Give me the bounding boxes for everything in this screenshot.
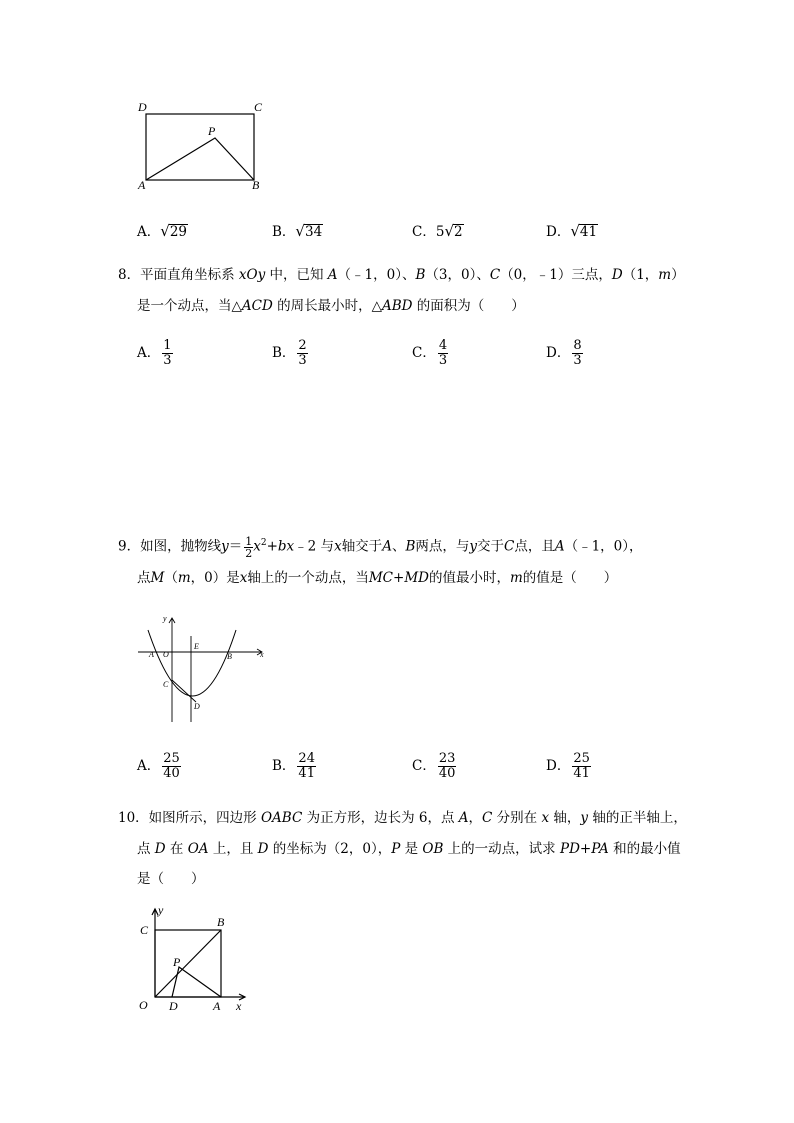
sqrt-icon: √: [570, 222, 580, 240]
label-y: y: [163, 614, 167, 623]
label-E: E: [194, 642, 199, 651]
q9-option-b[interactable]: B． $\frac{24}{41}$: [272, 751, 315, 781]
q9-option-c[interactable]: C． $\frac{23}{40}$: [412, 751, 456, 781]
q8-option-d[interactable]: D． $\frac{8}{3}$: [546, 338, 582, 368]
fraction: $\frac{23}{40}$: [438, 751, 456, 781]
q7-option-d[interactable]: D．√41: [546, 222, 598, 240]
fraction: $\frac{4}{3}$: [438, 338, 448, 368]
label-P: P: [208, 124, 216, 138]
q10-line-3: 是（ ）: [137, 871, 205, 887]
q7-option-b[interactable]: B．√34: [272, 222, 323, 240]
square-figure: [135, 903, 255, 1015]
q9-line-1: 9．如图，抛物线y＝ $\frac{1}{2}$ $x^2+bx﹣2$ 与x轴交于A、B两点，与y交于C点，且A（﹣1，0），: [118, 534, 643, 560]
q9-option-a[interactable]: A． $\frac{25}{40}$: [137, 751, 180, 781]
label-A: A: [213, 999, 221, 1013]
label-O: O: [163, 650, 169, 659]
sqrt-icon: √: [444, 222, 454, 240]
label-O: O: [139, 998, 148, 1012]
q7-option-c[interactable]: C．5√2: [412, 222, 463, 240]
sqrt-icon: √: [160, 222, 170, 240]
label-D: D: [138, 100, 147, 114]
parabola-diagram: [136, 612, 268, 724]
label-P: P: [173, 955, 181, 969]
fraction: $\frac{24}{41}$: [298, 751, 315, 781]
fraction: $\frac{25}{40}$: [163, 751, 180, 781]
q10-line-1: 10．如图所示，四边形 OABC 为正方形，边长为 6，点 A，C 分别在 x 轴，y 轴的正半轴上，: [118, 810, 687, 826]
fraction: $\frac{25}{41}$: [573, 751, 590, 781]
q9-option-d[interactable]: D． $\frac{25}{41}$: [546, 751, 590, 781]
label-D: D: [194, 702, 200, 711]
label-B: B: [217, 915, 225, 929]
label-C: C: [254, 100, 263, 114]
label-B: B: [227, 652, 232, 661]
rectangle-figure: [136, 98, 266, 196]
q8-line-1: 8．平面直角坐标系 xOy 中，已知 A（﹣1，0）、B（3，0）、C（0，﹣1）三点，D（1，m）: [118, 267, 685, 283]
fraction: $\frac{1}{2}$: [245, 534, 253, 560]
label-C: C: [163, 680, 169, 689]
rectangle-diagram: [136, 98, 266, 196]
label-x: x: [236, 999, 242, 1013]
q8-line-2: 是一个动点，当△ACD 的周长最小时，△ABD 的面积为（ ）: [137, 298, 525, 314]
label-C: C: [140, 923, 149, 937]
q8-option-c[interactable]: C． $\frac{4}{3}$: [412, 338, 448, 368]
q10-line-2: 点 D 在 OA 上，且 D 的坐标为（2，0），P 是 OB 上的一动点，试求 PD+PA 和的最小值: [137, 841, 681, 857]
q9-line-2: 点M（m，0）是x轴上的一个动点，当MC+MD的值最小时，m的值是（ ）: [137, 570, 618, 586]
label-A: A: [149, 650, 154, 659]
parabola-figure: [136, 612, 268, 724]
sqrt-icon: √: [295, 222, 305, 240]
fraction: $\frac{8}{3}$: [573, 338, 582, 368]
q7-option-a[interactable]: A．√29: [137, 222, 187, 240]
fraction: $\frac{2}{3}$: [298, 338, 307, 368]
label-x: x: [260, 650, 264, 659]
label-D: D: [169, 999, 178, 1013]
fraction: $\frac{1}{3}$: [163, 338, 172, 368]
label-B: B: [252, 178, 260, 192]
label-A: A: [138, 178, 146, 192]
q8-option-a[interactable]: A． $\frac{1}{3}$: [137, 338, 172, 368]
label-y: y: [158, 903, 164, 917]
q8-option-b[interactable]: B． $\frac{2}{3}$: [272, 338, 307, 368]
